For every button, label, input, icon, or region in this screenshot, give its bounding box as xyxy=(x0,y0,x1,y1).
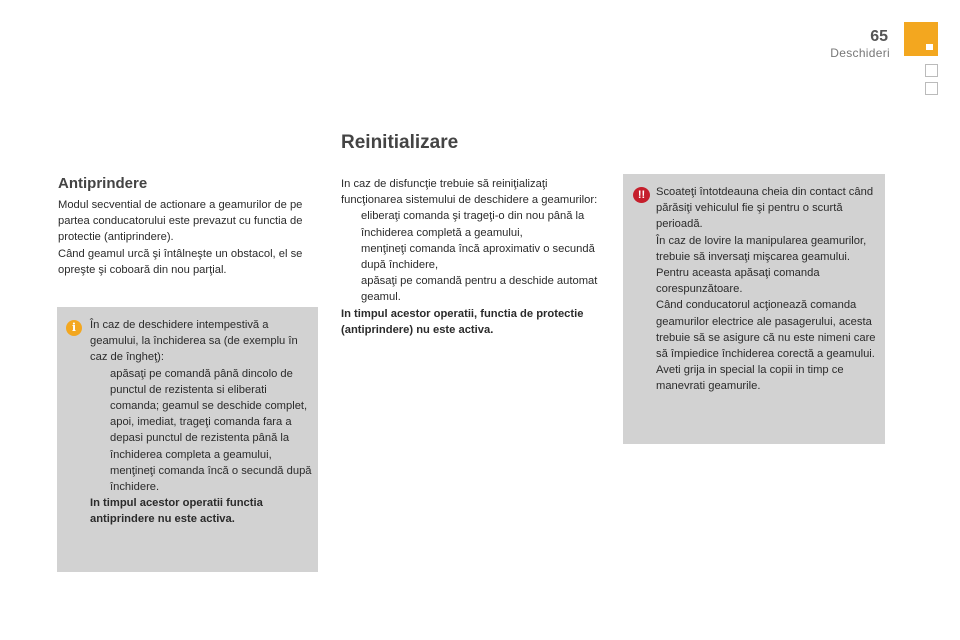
reinitializare-bullet xyxy=(341,273,606,305)
info-bullet xyxy=(90,463,312,495)
reinitializare-text xyxy=(341,176,606,338)
info-bullet xyxy=(90,366,312,415)
section-name: Deschideri xyxy=(830,46,890,60)
warning-paragraph-1: Scoateţi întotdeauna cheia din contact când părăsiţi vehiculul fie şi pentru o scurtă perioadă. xyxy=(656,186,874,231)
warning-box-text xyxy=(656,184,878,395)
info-intro: În caz de deschidere intempestivă a geamului, la închiderea sa (de exemplu în caz de îngheţ): xyxy=(90,319,298,364)
info-box xyxy=(57,307,318,572)
reinitializare-intro: In caz de disfuncţie trebuie să reiniţializaţi funcţionarea sistemului de deschidere a geamurilor: xyxy=(341,178,598,207)
info-note: In timpul acestor operatii functia antiprindere nu este activa. xyxy=(90,497,263,526)
reinitializare-bullet xyxy=(341,241,606,273)
chapter-tab-empty-2 xyxy=(925,82,938,95)
info-bullet xyxy=(90,414,312,463)
reinitializare-bullet-text: eliberaţi comanda şi trageţi-o din nou până la închiderea completă a geamului, xyxy=(361,210,585,239)
antiprindere-text xyxy=(58,197,323,278)
info-bullet-text: menţineţi comanda încă o secundă după închidere. xyxy=(110,464,312,494)
antiprindere-paragraph-2: Când geamul urcă şi întâlneşte un obstacol, el se opreşte şi coboară din nou parţial. xyxy=(58,247,303,276)
reinitializare-bullet-text: apăsaţi pe comandă pentru a deschide automat geamul. xyxy=(361,275,598,304)
chapter-tab xyxy=(904,22,938,56)
reinitializare-note: In timpul acestor operatii, functia de protectie (antiprindere) nu este activa. xyxy=(341,307,584,336)
chapter-tab-empty-1 xyxy=(925,64,938,77)
warning-paragraph-2: În caz de lovire la manipularea geamurilor, trebuie să inversaţi mişcarea geamului. Pentru aceasta apăsaţi comanda corespunzătoare. xyxy=(656,234,867,296)
warning-box xyxy=(623,174,885,444)
reinitializare-bullet-text: menţineţi comanda încă aproximativ o secundă după închidere, xyxy=(361,242,595,272)
antiprindere-paragraph-1: Modul secvential de actionare a geamurilor de pe partea conducatorului este prevazut cu functia de protectie (antiprindere). xyxy=(58,199,303,244)
warning-paragraph-4: Aveti grija in special la copii in timp ce manevrati geamurile. xyxy=(656,364,844,393)
info-bullet-text: apăsaţi pe comandă până dincolo de punctul de rezistenta si eliberati comanda; geamul se deschide complet, xyxy=(110,367,308,413)
antiprindere-heading: Antiprindere xyxy=(58,175,148,192)
reinitializare-heading: Reinitializare xyxy=(341,132,459,153)
info-bullet-text: apoi, imediat, trageţi comanda fara a depasi punctul de rezistenta până la închiderea completa a geamului, xyxy=(110,416,292,461)
info-box-text xyxy=(90,317,312,528)
warning-paragraph-3: Când conducatorul acţionează comanda geamurilor electrice ale pasagerului, acesta trebuie să se asigure că nu este nimeni care să împiedice închiderea corectă a geamului. xyxy=(656,299,876,361)
info-icon: i xyxy=(66,320,82,336)
warning-icon: !! xyxy=(633,187,650,203)
page-number: 65 xyxy=(870,28,888,45)
reinitializare-bullet xyxy=(341,208,606,240)
